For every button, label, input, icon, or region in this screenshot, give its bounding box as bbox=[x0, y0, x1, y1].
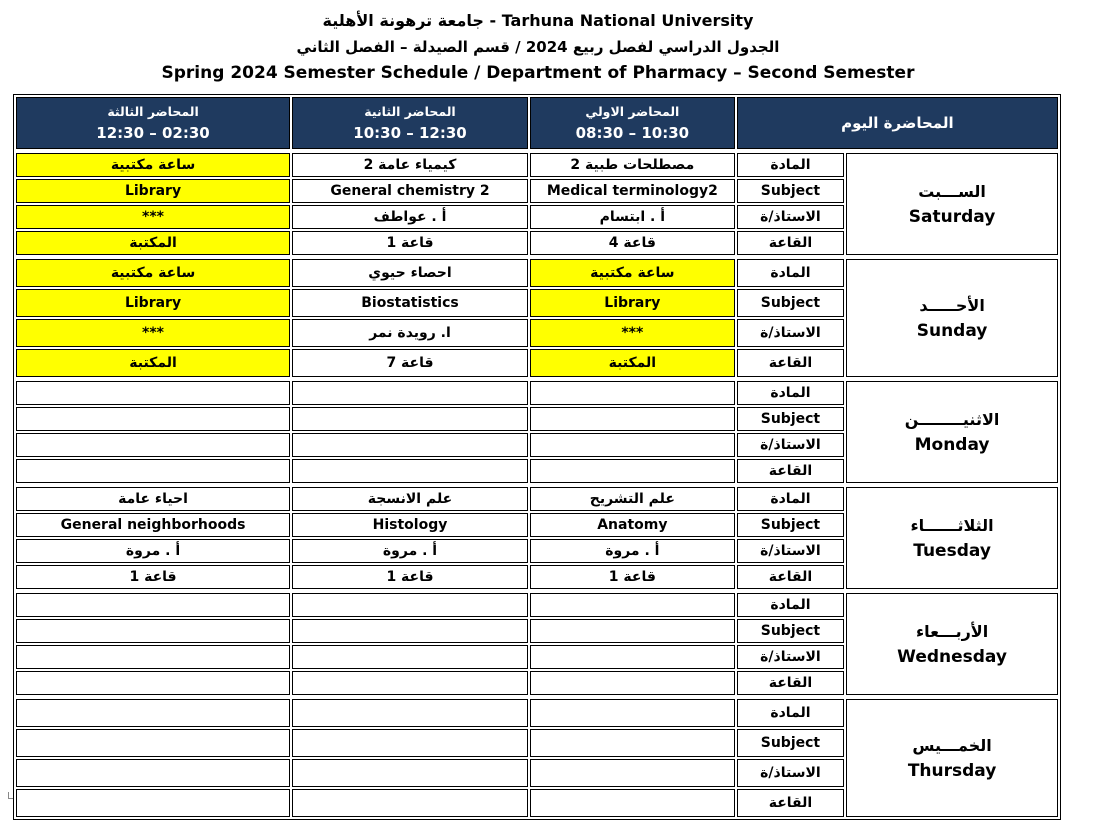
row-label-teacher: الاستاذ/ة bbox=[737, 319, 844, 347]
row-label-room: القاعة bbox=[737, 231, 844, 255]
day-row-tuesday bbox=[16, 487, 1058, 511]
lecture-3-teacher: أ . مروة bbox=[16, 539, 290, 563]
day-name-english: Wednesday bbox=[897, 646, 1007, 667]
lecture-header-time: 10:30 – 12:30 bbox=[353, 124, 467, 142]
day-cell-wednesday bbox=[846, 593, 1058, 695]
row-label-subject-english: Subject bbox=[737, 179, 844, 203]
day-name-arabic: الســـبت bbox=[918, 181, 986, 201]
lecture-1-subject-arabic: مصطلحات طبية 2 bbox=[530, 153, 735, 177]
lecture-2-subject-english: Histology bbox=[292, 513, 528, 537]
lecture-2-teacher bbox=[292, 645, 528, 669]
lecture-1-subject-english: Medical terminology2 bbox=[530, 179, 735, 203]
row-label-subject-english: Subject bbox=[737, 289, 844, 317]
lecture-1-room bbox=[530, 671, 735, 695]
lecture-1-subject-arabic bbox=[530, 381, 735, 405]
row-label-room: القاعة bbox=[737, 565, 844, 589]
title-schedule-english: Spring 2024 Semester Schedule / Department of Pharmacy – Second Semester bbox=[161, 63, 915, 83]
lecture-2-room: قاعة 1 bbox=[292, 565, 528, 589]
row-label-teacher: الاستاذ/ة bbox=[737, 433, 844, 457]
lecture-3-subject-arabic bbox=[16, 699, 290, 727]
lecture-header-2 bbox=[292, 97, 528, 149]
lecture-3-subject-english bbox=[16, 407, 290, 431]
lecture-3-subject-english: Library bbox=[16, 179, 290, 203]
lecture-3-teacher: *** bbox=[16, 319, 290, 347]
lecture-2-subject-arabic: علم الانسجة bbox=[292, 487, 528, 511]
lecture-1-teacher: *** bbox=[530, 319, 735, 347]
lecture-3-subject-arabic bbox=[16, 381, 290, 405]
lecture-1-subject-arabic bbox=[530, 699, 735, 727]
lecture-2-teacher: ا. رويدة نمر bbox=[292, 319, 528, 347]
day-cell-monday bbox=[846, 381, 1058, 483]
lecture-1-subject-english bbox=[530, 729, 735, 757]
lecture-3-room: قاعة 1 bbox=[16, 565, 290, 589]
lecture-1-subject-english bbox=[530, 619, 735, 643]
lecture-1-teacher bbox=[530, 645, 735, 669]
day-name-arabic: الأربـــعاء bbox=[915, 621, 989, 641]
day-name-english: Saturday bbox=[908, 206, 996, 227]
document-title bbox=[0, 8, 1076, 86]
lecture-2-teacher: أ . عواطف bbox=[292, 205, 528, 229]
lecture-1-subject-arabic bbox=[530, 593, 735, 617]
lecture-3-room: المكتبة bbox=[16, 349, 290, 377]
day-row-monday bbox=[16, 381, 1058, 405]
row-label-teacher: الاستاذ/ة bbox=[737, 205, 844, 229]
day-name-arabic: الثلاثــــــاء bbox=[910, 515, 994, 535]
lecture-2-room bbox=[292, 789, 528, 817]
lecture-1-subject-english: Anatomy bbox=[530, 513, 735, 537]
lecture-3-subject-english bbox=[16, 619, 290, 643]
lecture-2-subject-arabic: احصاء حيوي bbox=[292, 259, 528, 287]
lecture-1-subject-arabic: ساعة مكتبية bbox=[530, 259, 735, 287]
lecture-2-teacher: أ . مروة bbox=[292, 539, 528, 563]
day-cell-sunday bbox=[846, 259, 1058, 377]
row-label-subject-english: Subject bbox=[737, 513, 844, 537]
lecture-2-subject-arabic bbox=[292, 381, 528, 405]
day-cell-tuesday bbox=[846, 487, 1058, 589]
lecture-header-name: المحاضر الثانية bbox=[364, 104, 456, 119]
lecture-header-3 bbox=[16, 97, 290, 149]
row-label-subject-english: Subject bbox=[737, 729, 844, 757]
lecture-header-time: 08:30 – 10:30 bbox=[575, 124, 690, 142]
day-name-arabic: الأحـــــد bbox=[919, 295, 985, 315]
lecture-1-teacher: أ . ابتسام bbox=[530, 205, 735, 229]
lecture-1-subject-arabic: علم التشريح bbox=[530, 487, 735, 511]
lecture-3-room bbox=[16, 789, 290, 817]
lecture-2-subject-english bbox=[292, 619, 528, 643]
title-university: جامعة ترهونة الأهلية - Tarhuna National University bbox=[322, 11, 754, 30]
lecture-2-subject-english bbox=[292, 407, 528, 431]
lecture-1-teacher: أ . مروة bbox=[530, 539, 735, 563]
day-name-arabic: الاثنيــــــــن bbox=[904, 409, 1000, 429]
schedule-table bbox=[13, 94, 1061, 820]
row-label-subject-arabic: المادة bbox=[737, 259, 844, 287]
day-cell-saturday bbox=[846, 153, 1058, 255]
lecture-1-room bbox=[530, 789, 735, 817]
lecture-header-time: 12:30 – 02:30 bbox=[96, 124, 210, 142]
lecture-1-subject-english bbox=[530, 407, 735, 431]
header-corner-label: المحاضرة اليوم bbox=[737, 97, 1058, 149]
page-corner-mark bbox=[8, 792, 13, 799]
row-label-teacher: الاستاذ/ة bbox=[737, 645, 844, 669]
lecture-2-subject-english bbox=[292, 729, 528, 757]
row-label-subject-arabic: المادة bbox=[737, 487, 844, 511]
row-label-room: القاعة bbox=[737, 349, 844, 377]
day-name-english: Thursday bbox=[907, 760, 997, 781]
row-label-teacher: الاستاذ/ة bbox=[737, 759, 844, 787]
lecture-3-subject-arabic: احياء عامة bbox=[16, 487, 290, 511]
row-label-subject-arabic: المادة bbox=[737, 593, 844, 617]
lecture-2-room bbox=[292, 459, 528, 483]
lecture-1-room bbox=[530, 459, 735, 483]
lecture-1-room: قاعة 1 bbox=[530, 565, 735, 589]
lecture-header-1 bbox=[530, 97, 735, 149]
lecture-2-room: قاعة 7 bbox=[292, 349, 528, 377]
lecture-2-subject-english: Biostatistics bbox=[292, 289, 528, 317]
lecture-3-teacher bbox=[16, 433, 290, 457]
lecture-1-teacher bbox=[530, 433, 735, 457]
row-label-room: القاعة bbox=[737, 671, 844, 695]
day-name-english: Monday bbox=[914, 434, 990, 455]
day-row-thursday bbox=[16, 699, 1058, 727]
lecture-1-teacher bbox=[530, 759, 735, 787]
row-label-subject-english: Subject bbox=[737, 407, 844, 431]
lecture-2-subject-arabic: كيمياء عامة 2 bbox=[292, 153, 528, 177]
lecture-1-subject-english: Library bbox=[530, 289, 735, 317]
lecture-3-teacher bbox=[16, 759, 290, 787]
lecture-1-room: المكتبة bbox=[530, 349, 735, 377]
lecture-2-teacher bbox=[292, 759, 528, 787]
day-row-sunday bbox=[16, 259, 1058, 287]
lecture-1-room: قاعة 4 bbox=[530, 231, 735, 255]
lecture-3-subject-english: Library bbox=[16, 289, 290, 317]
title-schedule-arabic: الجدول الدراسي لفصل ربيع 2024 / قسم الصيدلة – الفصل الثاني bbox=[296, 38, 780, 56]
lecture-2-subject-arabic bbox=[292, 593, 528, 617]
row-label-subject-english: Subject bbox=[737, 619, 844, 643]
lecture-2-room bbox=[292, 671, 528, 695]
lecture-3-subject-arabic: ساعة مكتبية bbox=[16, 259, 290, 287]
lecture-3-subject-arabic bbox=[16, 593, 290, 617]
lecture-3-subject-english bbox=[16, 729, 290, 757]
lecture-3-room: المكتبة bbox=[16, 231, 290, 255]
lecture-2-room: قاعة 1 bbox=[292, 231, 528, 255]
lecture-3-room bbox=[16, 459, 290, 483]
lecture-2-subject-english: General chemistry 2 bbox=[292, 179, 528, 203]
header-row bbox=[16, 97, 1058, 149]
lecture-3-subject-arabic: ساعة مكتبية bbox=[16, 153, 290, 177]
row-label-subject-arabic: المادة bbox=[737, 153, 844, 177]
lecture-header-name: المحاضر الاولي bbox=[585, 104, 680, 119]
row-label-subject-arabic: المادة bbox=[737, 699, 844, 727]
row-label-room: القاعة bbox=[737, 459, 844, 483]
day-name-english: Sunday bbox=[916, 320, 988, 341]
day-cell-thursday bbox=[846, 699, 1058, 817]
day-row-wednesday bbox=[16, 593, 1058, 617]
lecture-3-teacher bbox=[16, 645, 290, 669]
day-row-saturday bbox=[16, 153, 1058, 177]
row-label-room: القاعة bbox=[737, 789, 844, 817]
lecture-2-teacher bbox=[292, 433, 528, 457]
day-name-arabic: الخمـــيس bbox=[912, 735, 992, 755]
day-name-english: Tuesday bbox=[913, 540, 991, 561]
lecture-3-room bbox=[16, 671, 290, 695]
lecture-2-subject-arabic bbox=[292, 699, 528, 727]
row-label-subject-arabic: المادة bbox=[737, 381, 844, 405]
row-label-teacher: الاستاذ/ة bbox=[737, 539, 844, 563]
lecture-3-subject-english: General neighborhoods bbox=[16, 513, 290, 537]
lecture-header-name: المحاضر الثالثة bbox=[107, 104, 199, 119]
lecture-3-teacher: *** bbox=[16, 205, 290, 229]
